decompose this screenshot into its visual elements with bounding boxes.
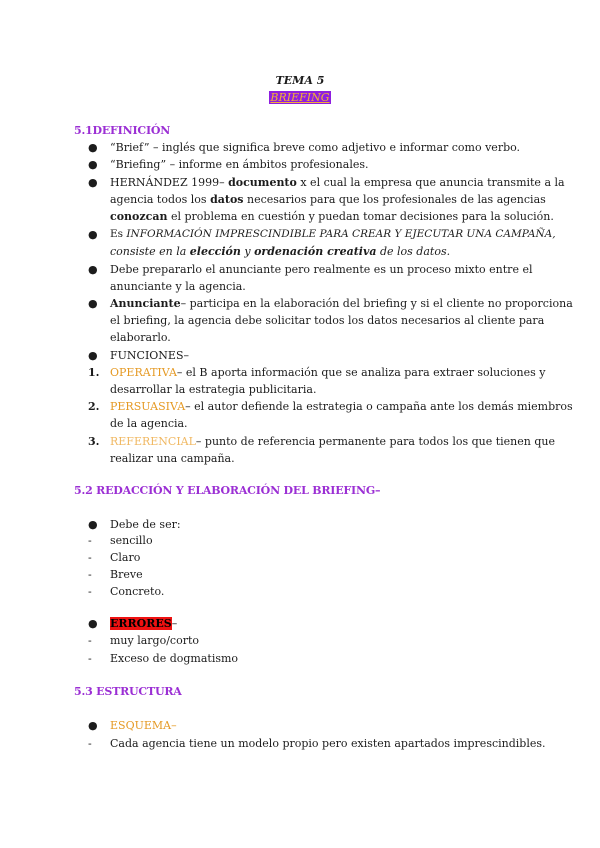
list-item: muy largo/corto: [110, 634, 200, 647]
list-number: 2.: [88, 400, 100, 413]
funcion-persuasiva-line1: PERSUASIVA– el autor defiende la estrategia o campaña ante los demás miembros: [110, 400, 573, 413]
bullet-errores: ERRORES–: [110, 617, 178, 630]
bullet-anunciante-line3: elaborarlo.: [110, 331, 171, 344]
funcion-persuasiva-line2: de la agencia.: [110, 417, 188, 430]
funcion-operativa-line1: OPERATIVA– el B aporta información que se analiza para extraer soluciones y: [110, 366, 546, 379]
bullet-anunciante-mixto-line2: anunciante y la agencia.: [110, 280, 246, 293]
section-heading-redaccion: 5.2 REDACCIÓN Y ELABORACIÓN DEL BRIEFING–: [74, 484, 381, 497]
list-item: sencillo: [110, 534, 153, 547]
bullet-icon: ●: [88, 176, 98, 189]
section-heading-definicion: 5.1DEFINICIÓN: [74, 124, 171, 137]
bullet-anunciante-line2: el briefing, la agencia debe solicitar todos los datos necesarios al cliente para: [110, 314, 545, 327]
bullet-funciones: FUNCIONES–: [110, 349, 189, 362]
bullet-informacion-line2: consiste en la elección y ordenación creativa de los datos.: [110, 245, 451, 258]
bullet-hernandez-line3: conozcan el problema en cuestión y puedan tomar decisiones para la solución.: [110, 210, 554, 223]
bullet-debe-de-ser: Debe de ser:: [110, 518, 181, 531]
document-title: [0, 91, 600, 104]
list-item: Cada agencia tiene un modelo propio pero existen apartados imprescindibles.: [110, 737, 546, 750]
dash-marker: -: [88, 652, 92, 665]
dash-marker: -: [88, 737, 92, 750]
briefing-highlight: BRIEFING: [270, 91, 330, 104]
bullet-icon: ●: [88, 141, 98, 154]
bullet-icon: ●: [88, 719, 98, 732]
dash-marker: -: [88, 534, 92, 547]
bullet-icon: ●: [88, 158, 98, 171]
bullet-icon: ●: [88, 617, 98, 630]
bullet-informacion-line1: Es INFORMACIÓN IMPRESCINDIBLE PARA CREAR Y EJECUTAR UNA CAMPAÑA,: [110, 228, 556, 240]
bullet-icon: ●: [88, 228, 98, 241]
funcion-referencial-line1: REFERENCIAL– punto de referencia permanente para todos los que tienen que: [110, 435, 555, 448]
funcion-operativa-line2: desarrollar la estrategia publicitaria.: [110, 383, 317, 396]
bullet-esquema: ESQUEMA–: [110, 719, 177, 732]
bullet-hernandez-line2: agencia todos los datos necesarios para que los profesionales de las agencias: [110, 193, 546, 206]
errores-highlight: ERRORES: [110, 617, 172, 630]
dash-marker: -: [88, 551, 92, 564]
bullet-anunciante-line1: Anunciante– participa en la elaboración del briefing y si el cliente no proporciona: [110, 297, 573, 310]
bullet-hernandez-line1: HERNÁNDEZ 1999– documento x el cual la empresa que anuncia transmite a la: [110, 176, 565, 189]
bullet-icon: ●: [88, 349, 98, 362]
bullet-icon: ●: [88, 263, 98, 276]
list-item: Breve: [110, 568, 143, 581]
funcion-referencial-line2: realizar una campaña.: [110, 452, 235, 465]
bullet-brief: “Brief” – inglés que significa breve como adjetivo e informar como verbo.: [110, 141, 521, 154]
list-number: 1.: [88, 366, 100, 379]
bullet-icon: ●: [88, 297, 98, 310]
list-item: Concreto.: [110, 585, 165, 598]
dash-marker: -: [88, 568, 92, 581]
topic-title: TEMA 5: [275, 74, 325, 87]
bullet-icon: ●: [88, 518, 98, 531]
dash-marker: -: [88, 585, 92, 598]
bullet-anunciante-mixto-line1: Debe prepararlo el anunciante pero realmente es un proceso mixto entre el: [110, 263, 533, 276]
list-item: Claro: [110, 551, 141, 564]
list-item: Exceso de dogmatismo: [110, 652, 239, 665]
bullet-briefing: “Briefing” – informe en ámbitos profesionales.: [110, 158, 369, 171]
section-heading-estructura: 5.3 ESTRUCTURA: [74, 685, 182, 698]
dash-marker: -: [88, 634, 92, 647]
list-number: 3.: [88, 435, 100, 448]
